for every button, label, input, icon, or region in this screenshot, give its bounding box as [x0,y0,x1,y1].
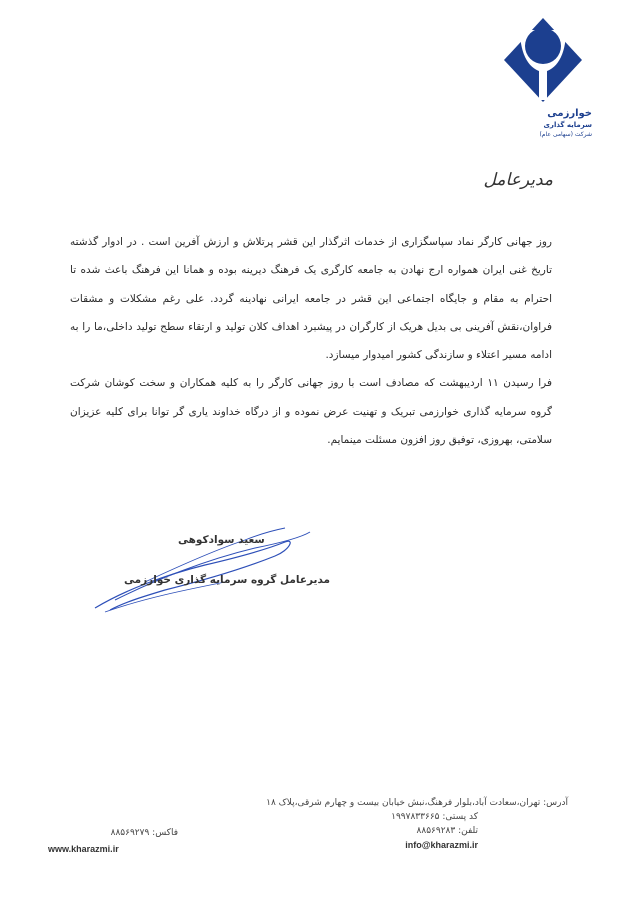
footer-website[interactable]: www.kharazmi.ir [48,844,119,854]
letter-salutation: مدیرعامل [483,170,553,190]
logo-emblem-icon [502,16,584,106]
footer-address: آدرس: تهران،سعادت آباد،بلوار فرهنگ،نبش خیابان بیست و چهارم شرقی،پلاک ۱۸ [266,798,568,808]
logo-company-type: شرکت (سهامی عام) [539,131,592,138]
letter-paragraph-2: فرا رسیدن ۱۱ اردیبهشت که مصادف است با روز جهانی کارگر را به کلیه همکاران و سخت کوشان شرکت گروه سرمایه گذاری خوارزمی تبریک و تهنیت عرض نموده و از درگاه خداوند یاری گر توانا برای کلیه عزیزان سلامتی، بهروزی، توفیق روز افزون مسئلت مینمایم. [70,377,552,447]
footer-fax-web [48,826,178,856]
logo-text [492,108,592,139]
letter-body [70,228,552,454]
signatory-name: سعید سوادکوهی [178,534,265,546]
logo-subtitle: سرمایه گذاری [543,121,592,129]
footer-contact [150,796,568,852]
letter-paragraph-1: روز جهانی کارگر نماد سپاسگزاری از خدمات اثرگذار این قشر پرتلاش و ارزش آفرین است . در ادوار گذشته تاریخ غنی ایران همواره ارج نهادن به جامعه کارگری یک فرهنگ دیرینه بوده و همانا این فرهنگ باعث شده تا احترام به مقام و جایگاه اجتماعی این قشر در جامعه ایرانی نهادینه گردد. علی رغم مشکلات و مشقات فراوان،نقش آفرینی بی بدیل هریک از کارگران در پیشبرد اهداف کلان تولید و ارتقاء سطح تولید داخلی،ما را به ادامه مسیر اعتلاء و سازندگی کشور امیدوار میسازد. [70,236,552,362]
signatory-title: مدیرعامل گروه سرمایه گذاری خوارزمی [124,574,331,586]
company-logo [490,16,600,146]
footer-email[interactable]: info@kharazmi.ir [405,840,478,850]
footer-phone: تلفن: ۸۸۵۶۹۲۸۳ [416,826,478,836]
footer-fax: فاکس: ۸۸۵۶۹۲۷۹ [110,828,178,838]
footer-postal-code: کد پستی: ۱۹۹۷۸۳۳۶۶۵ [391,812,478,822]
logo-name: خوارزمی [547,108,592,119]
